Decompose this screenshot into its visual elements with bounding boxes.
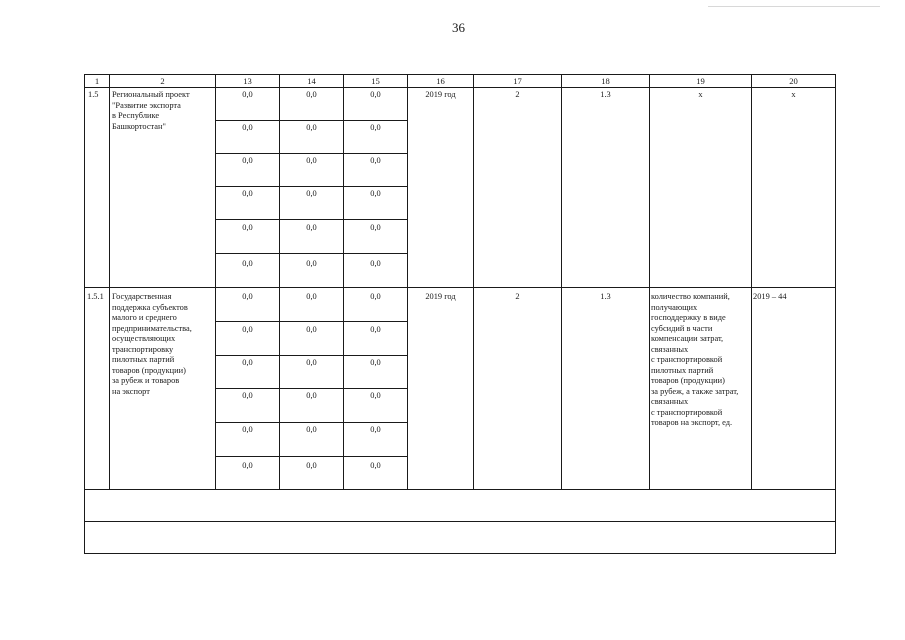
value-cell: 0,0 [370, 425, 381, 434]
row-name-line: Региональный проект [112, 90, 190, 99]
subrow-rule [215, 120, 408, 121]
header-col-18: 18 [601, 76, 610, 86]
header-col-20: 20 [789, 76, 798, 86]
value-cell: 0,0 [370, 223, 381, 232]
header-col-19: 19 [696, 76, 705, 86]
col17-cell: 2 [515, 90, 520, 99]
value-cell: 0,0 [370, 189, 381, 198]
col17-cell: 2 [515, 292, 520, 301]
indicator-line: получающих [651, 302, 698, 312]
header-col-13: 13 [243, 76, 252, 86]
indicator-line: пилотных партий [651, 365, 714, 375]
col-divider [407, 75, 408, 489]
value-cell: 0,0 [306, 391, 317, 400]
row-name-line: осуществляющих [112, 334, 176, 343]
indicator-line: с транспортировкой [651, 355, 723, 364]
value-cell: 0,0 [306, 189, 317, 198]
subrow-rule [215, 253, 408, 254]
value-cell: 0,0 [370, 325, 381, 334]
value-cell: 0,0 [370, 259, 381, 268]
indicator-line: связанных [651, 397, 689, 406]
subrow-rule [215, 422, 408, 423]
value-cell: 0,0 [242, 325, 253, 334]
indicator-line: количество компаний, [651, 292, 730, 301]
value-cell: 0,0 [306, 123, 317, 132]
col20-cell: 2019 – 44 [753, 292, 787, 301]
indicator-line: господдержку в виде [651, 313, 726, 322]
indicator-line: за рубеж, а также затрат, [651, 386, 739, 396]
value-cell: 0,0 [306, 325, 317, 334]
col19-cell: х [698, 90, 703, 99]
subrow-rule [215, 186, 408, 187]
col-divider [751, 75, 752, 489]
row-name-line: поддержка субъектов [112, 302, 188, 312]
indicator-line: субсидий в части [651, 323, 713, 333]
row-number: 1.5 [88, 90, 99, 99]
value-cell: 0,0 [370, 358, 381, 367]
year-cell: 2019 год [425, 292, 456, 301]
value-cell: 0,0 [370, 461, 381, 470]
value-cell: 0,0 [370, 90, 381, 99]
header-col-1: 1 [94, 76, 100, 86]
subrow-rule [215, 456, 408, 457]
row-name-line: "Развитие экспорта [112, 100, 181, 110]
value-cell: 0,0 [242, 292, 253, 301]
value-cell: 0,0 [242, 259, 253, 268]
col-divider [473, 75, 474, 489]
value-cell: 0,0 [370, 391, 381, 400]
row-1-5-1-bottom-rule [85, 489, 835, 490]
row-name-line: товаров (продукции) [112, 365, 186, 375]
row-name-line: предпринимательства, [112, 323, 192, 333]
row-name-line: на экспорт [112, 386, 150, 396]
header-col-14: 14 [307, 76, 316, 86]
header-col-16: 16 [436, 76, 445, 86]
value-cell: 0,0 [242, 223, 253, 232]
value-cell: 0,0 [306, 358, 317, 367]
value-cell: 0,0 [306, 259, 317, 268]
header-col-15: 15 [371, 76, 380, 86]
header-col-2: 2 [160, 76, 165, 86]
value-cell: 0,0 [370, 123, 381, 132]
row-name-line: малого и среднего [112, 313, 177, 322]
indicator-line: товаров на экспорт, ед. [651, 418, 733, 427]
row-1-5-bottom-rule [85, 287, 835, 288]
col-divider [649, 75, 650, 489]
value-cell: 0,0 [242, 391, 253, 400]
scan-artifact-line [708, 6, 880, 7]
page-number: 36 [452, 20, 465, 35]
value-cell: 0,0 [370, 156, 381, 165]
value-cell: 0,0 [242, 123, 253, 132]
col-divider [109, 75, 110, 489]
value-cell: 0,0 [242, 461, 253, 470]
subrow-rule [215, 388, 408, 389]
indicator-line: связанных [651, 344, 689, 354]
subrow-rule [215, 355, 408, 356]
row-name-line: транспортировку [112, 344, 174, 354]
row-name-line: за рубеж и товаров [112, 376, 180, 385]
value-cell: 0,0 [306, 223, 317, 232]
row-name-line: Башкортостан" [112, 121, 166, 131]
budget-table [84, 74, 836, 554]
indicator-line: компенсации затрат, [651, 334, 724, 343]
indicator-line: с транспортировкой [651, 407, 723, 417]
subrow-rule [215, 153, 408, 154]
col18-cell: 1.3 [600, 90, 611, 99]
value-cell: 0,0 [242, 425, 253, 434]
value-cell: 0,0 [242, 90, 253, 99]
row-name-line: Государственная [112, 292, 172, 301]
year-cell: 2019 год [425, 90, 456, 99]
empty-row-rule [85, 521, 835, 522]
header-bottom-rule [85, 87, 835, 88]
col18-cell: 1.3 [600, 292, 611, 301]
value-cell: 0,0 [306, 292, 317, 301]
row-number: 1.5.1 [87, 292, 104, 301]
value-cell: 0,0 [306, 461, 317, 470]
value-cell: 0,0 [242, 358, 253, 367]
header-col-17: 17 [513, 76, 522, 86]
value-cell: 0,0 [306, 90, 317, 99]
col-divider [561, 75, 562, 489]
value-cell: 0,0 [242, 156, 253, 165]
row-name-line: в Республике [112, 111, 160, 120]
subrow-rule [215, 321, 408, 322]
row-name-line: пилотных партий [112, 355, 175, 364]
value-cell: 0,0 [306, 425, 317, 434]
value-cell: 0,0 [306, 156, 317, 165]
value-cell: 0,0 [242, 189, 253, 198]
value-cell: 0,0 [370, 292, 381, 301]
indicator-line: товаров (продукции) [651, 376, 725, 385]
col20-cell: х [791, 90, 796, 99]
subrow-rule [215, 219, 408, 220]
